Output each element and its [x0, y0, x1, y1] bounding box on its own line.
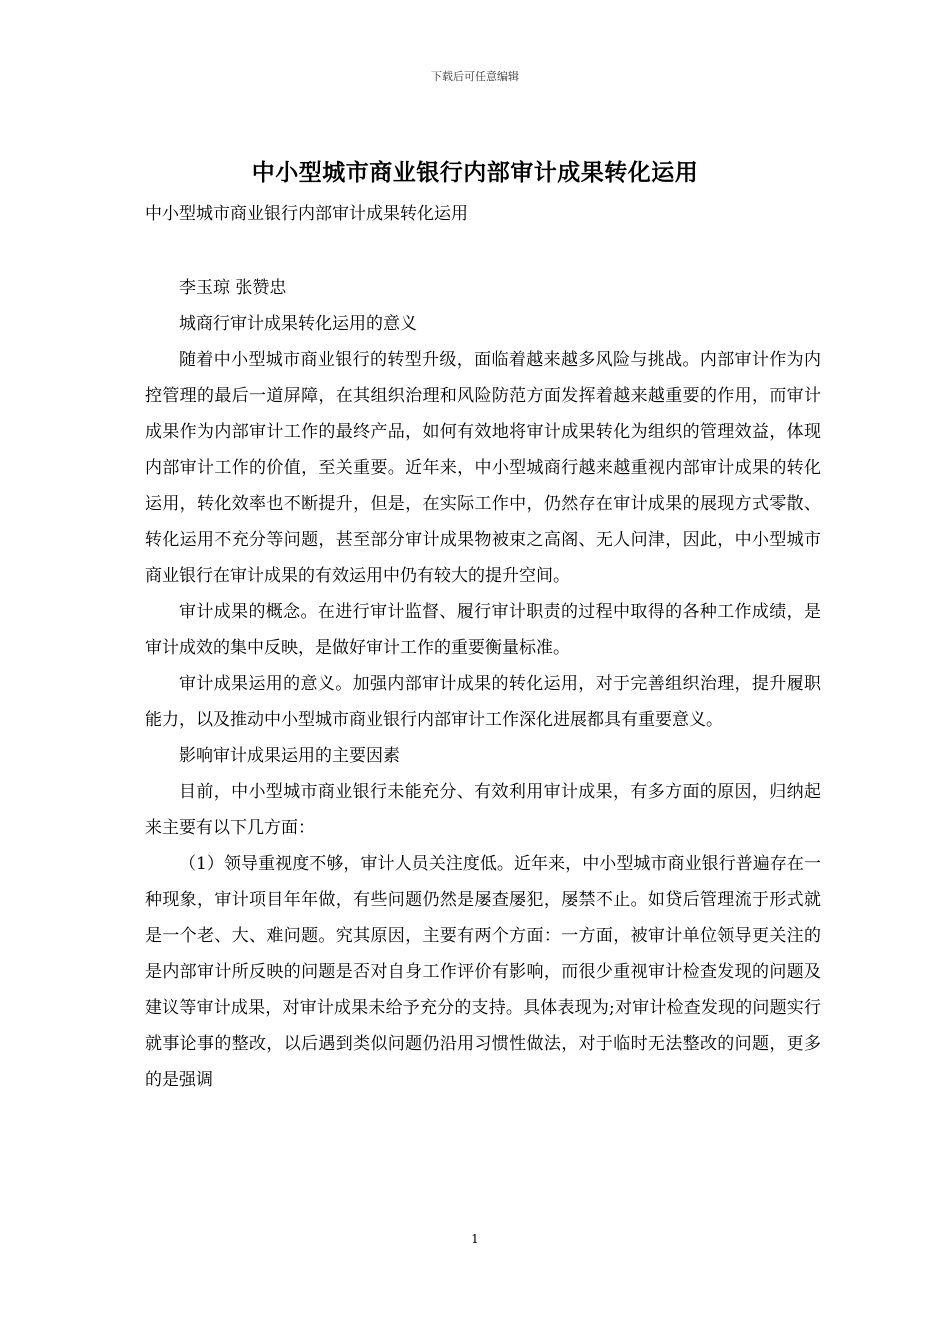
body-text	[145, 270, 821, 1098]
document-title: 中小型城市商业银行内部审计成果转化运用	[251, 160, 699, 186]
header-note: 下载后可任意编辑	[431, 70, 519, 83]
author-line: 李玉琼 张赞忠	[179, 278, 287, 298]
paragraph: 随着中小型城市商业银行的转型升级，面临着越来越多风险与挑战。内部审计作为内控管理的最后一道屏障，在其组织治理和风险防范方面发挥着越来越重要的作用，而审计成果作为内部审计工作的最终产品，如何有效地将审计成果转化为组织的管理效益，体现内部审计工作的价值，至关重要。近年来，中小型城商行越来越重视内部审计成果的转化运用，转化效率也不断提升，但是，在实际工作中，仍然存在审计成果的展现方式零散、转化运用不充分等问题，甚至部分审计成果物被束之高阁、无人问津，因此，中小型城市商业银行在审计成果的有效运用中仍有较大的提升空间。	[145, 350, 821, 586]
paragraph: （1）领导重视度不够，审计人员关注度低。近年来，中小型城市商业银行普遍存在一种现象，审计项目年年做，有些问题仍然是屡查屡犯，屡禁不止。如贷后管理流于形式就是一个老、大、难问题。究其原因，主要有两个方面：一方面，被审计单位领导更关注的是内部审计所反映的问题是否对自身工作评价有影响，而很少重视审计检查发现的问题及建议等审计成果，对审计成果未给予充分的支持。具体表现为;对审计检查发现的问题实行就事论事的整改，以后遇到类似问题仍沿用习惯性做法，对于临时无法整改的问题，更多的是强调	[145, 854, 821, 1090]
page-number: 1	[471, 1232, 479, 1246]
section-heading: 影响审计成果运用的主要因素	[179, 746, 400, 766]
paragraph: 审计成果的概念。在进行审计监督、履行审计职责的过程中取得的各种工作成绩，是审计成效的集中反映，是做好审计工作的重要衡量标准。	[145, 602, 821, 658]
paragraph: 目前，中小型城市商业银行未能充分、有效利用审计成果，有多方面的原因，归纳起来主要有以下几方面：	[145, 782, 821, 838]
section-heading: 城商行审计成果转化运用的意义	[179, 314, 417, 334]
paragraph: 审计成果运用的意义。加强内部审计成果的转化运用，对于完善组织治理，提升履职能力，以及推动中小型城市商业银行内部审计工作深化进展都具有重要意义。	[145, 674, 821, 730]
document-subtitle: 中小型城市商业银行内部审计成果转化运用	[145, 204, 468, 224]
